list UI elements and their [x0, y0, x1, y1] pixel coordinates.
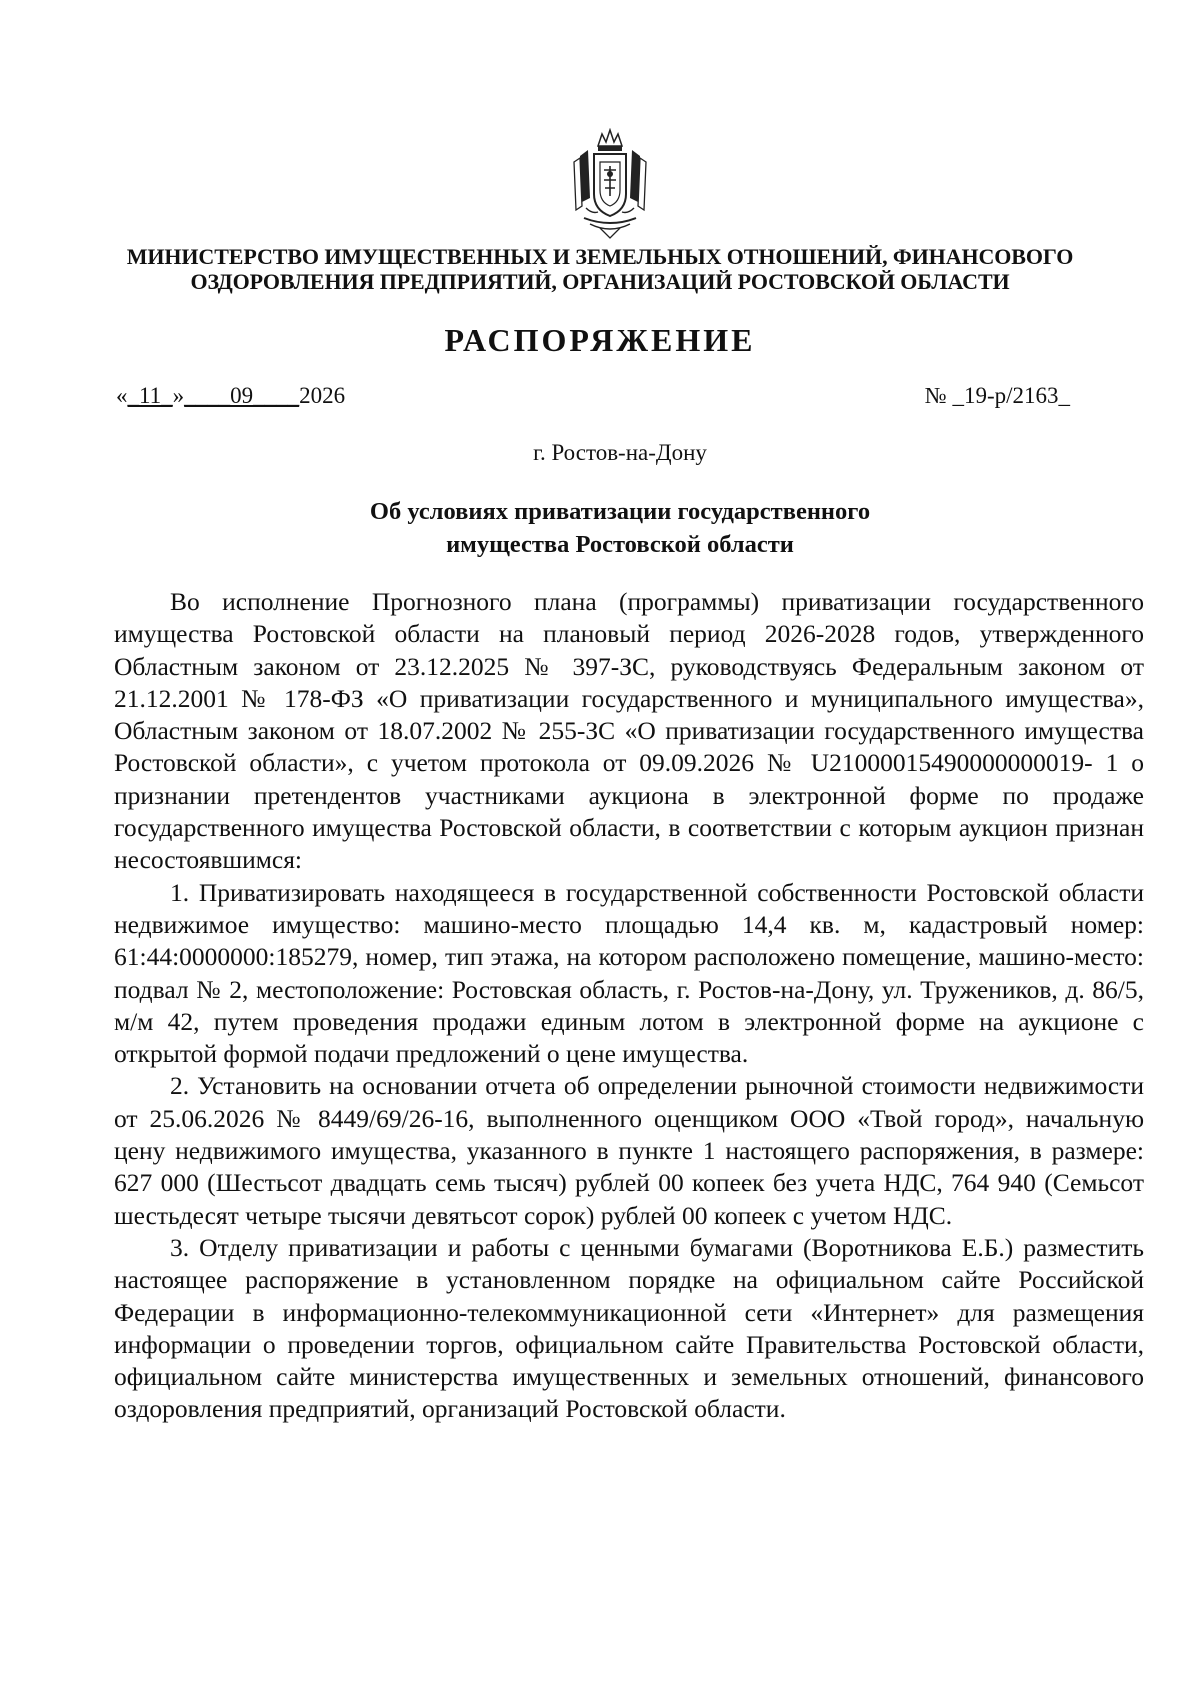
date-month: ____09____	[184, 383, 300, 408]
document-subject	[0, 495, 1200, 561]
number-value: _19-р/2163_	[952, 383, 1070, 408]
date-close-quote: »	[172, 383, 185, 408]
document-city: г. Ростов-на-Дону	[533, 440, 707, 465]
subject-line2: имущества Ростовской области	[446, 531, 794, 558]
document-number	[925, 383, 1070, 409]
date-open-quote: «	[116, 383, 128, 408]
date-day: _11_	[127, 383, 173, 408]
ministry-name	[120, 244, 1080, 294]
rostov-oblast-coat-of-arms-icon	[570, 128, 650, 240]
item-3-paragraph: 3. Отделу приватизации и работы с ценными бумагами (Воротникова Е.Б.) разместить настоящее распоряжение в установленном порядке на официальном сайте Российской Федерации в информационно-телекоммуникационной сети «Интернет» для размещения информации о проведении торгов, официальном сайте Правительства Ростовской области, официальном сайте министерства имущественных и земельных отношений, финансового оздоровления предприятий, организаций Ростовской области.	[114, 1232, 1144, 1424]
subject-line1: Об условиях приватизации государственного	[369, 498, 871, 525]
ministry-name-line2: ОЗДОРОВЛЕНИЯ ПРЕДПРИЯТИЙ, ОРГАНИЗАЦИЙ РОСТОВСКОЙ ОБЛАСТИ	[190, 269, 1010, 294]
document-type-title: РАСПОРЯЖЕНИЕ	[444, 322, 756, 358]
document-date	[116, 383, 345, 409]
item-2-paragraph: 2. Установить на основании отчета об определении рыночной стоимости недвижимости от 25.06.2026 № 8449/69/26-16, выполненного оценщиком ООО «Твой город», начальную цену недвижимого имущества, указанного в пункте 1 настоящего распоряжения, в размере: 627 000 (Шестьсот двадцать семь тысяч) рублей 00 копеек без учета НДС, 764 940 (Семьсот шестьдесят четыре тысячи девятьсот сорок) рублей 00 копеек с учетом НДС.	[114, 1071, 1144, 1230]
date-year: 2026	[299, 383, 346, 408]
ministry-name-line1: МИНИСТЕРСТВО ИМУЩЕСТВЕННЫХ И ЗЕМЕЛЬНЫХ ОТНОШЕНИЙ, ФИНАНСОВОГО	[126, 244, 1074, 269]
item-1-paragraph: 1. Приватизировать находящееся в государственной собственности Ростовской области недвижимое имущество: машино-место площадью 14,4 кв. м, кадастровый номер: 61:44:0000000:185279, номер, тип этажа, на котором расположено помещение, машино-место: подвал № 2, местоположение: Ростовская область, г. Ростов-на-Дону, ул. Тружеников, д. 86/5, м/м 42, путем проведения продажи единым лотом в электронной форме на аукционе с открытой формой подачи предложений о цене имущества.	[114, 877, 1144, 1069]
preamble-paragraph: Во исполнение Прогнозного плана (программы) приватизации государственного имущества Ростовской области на плановый период 2026-2028 годов, утвержденного Областным законом от 23.12.2025 № 397-ЗС, руководствуясь Федеральным законом от 21.12.2001 № 178-ФЗ «О приватизации государственного и муниципального имущества», Областным законом от 18.07.2002 № 255-ЗС «О приватизации государственного имущества Ростовской области», с учетом протокола от 09.09.2026 № U21000015490000000019- 1 о признании претендентов участниками аукциона в электронной форме по продаже государственного имущества Ростовской области, в соответствии с которым аукцион признан несостоявшимся:	[114, 587, 1144, 875]
document-body	[114, 586, 1144, 1426]
number-prefix: №	[924, 383, 947, 408]
